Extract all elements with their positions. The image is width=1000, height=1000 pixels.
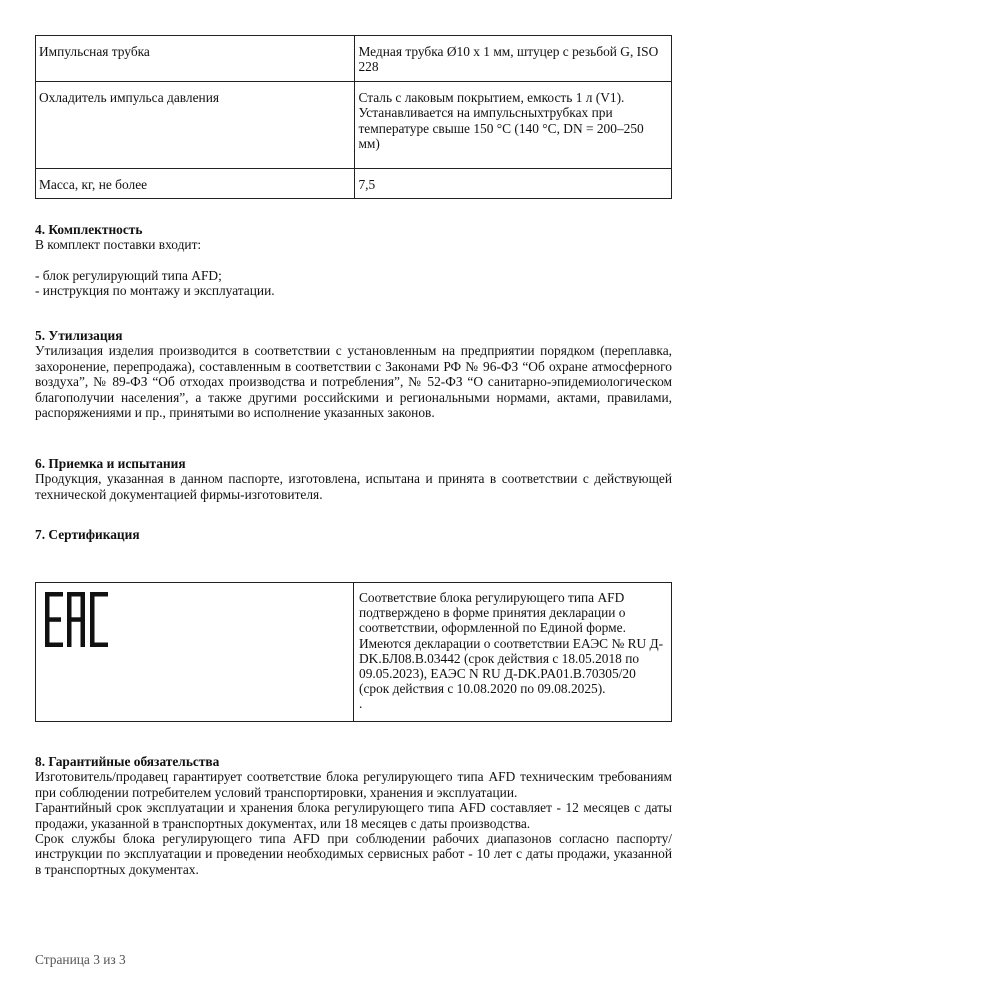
page-number: Страница 3 из 3 (35, 952, 126, 967)
spec-param-cell: Масса, кг, не более (36, 169, 355, 199)
table-row (36, 169, 672, 199)
warranty-paragraph: Гарантийный срок эксплуатации и хранения блока регулирующего типа AFD составляет - 12 месяцев с даты продажи, указанной в транспортных документах, или 18 месяцев с даты производства. (35, 800, 672, 831)
section-certification (35, 527, 672, 542)
certification-table (35, 582, 672, 722)
certification-text-cell (354, 583, 672, 722)
warranty-paragraph: Срок службы блока регулирующего типа AFD при соблюдении рабочих диапазонов согласно паспорту/инструкции по эксплуатации и проведении необходимых сервисных работ - 10 лет с даты продажи, указанной в транспортных документах. (35, 831, 672, 877)
spec-value-cell: Медная трубка Ø10 х 1 мм, штуцер с резьбой G, ISO 228 (355, 36, 672, 82)
section-heading: 7. Сертификация (35, 527, 140, 542)
spec-value-cell: 7,5 (355, 169, 672, 199)
logo-cell (36, 583, 354, 722)
section-intro: В комплект поставки входит: (35, 237, 202, 253)
spec-param-cell: Импульсная трубка (36, 36, 355, 82)
section-text: Утилизация изделия производится в соответствии с установленным на предприятии порядком (переплавка, захоронение, перепродажа), составленным в соответствии с Законами РФ № 96-ФЗ “Об охране атмосферного воздуха”, № 89-ФЗ “Об отходах производства и потребления”, № 52-ФЗ “О санитарно-эпидемиологическом благополучии населения”, а также другими российскими и региональными нормами, актами, правилами, распоряжениями и пр., принятыми во исполнение указанных законов. (35, 343, 672, 421)
section-disposal (35, 328, 672, 420)
table-row (36, 36, 672, 82)
eac-logo-icon (45, 592, 109, 648)
certification-text: Соответствие блока регулирующего типа AFD подтверждено в форме принятия декларации о соответствии, оформленной по Единой форме. Имеются декларации о соответствии ЕАЭС № RU Д-DK.БЛ08.В.03442 (срок действия с 18.05.2018 по 09.05.2023), ЕАЭС N RU Д-DK.PA01.B.70305/20 (срок действия с 10.08.2020 по 09.08.2025). (359, 590, 664, 697)
section-text: Продукция, указанная в данном паспорте, изготовлена, испытана и принята в соответствии с действующей технической документацией фирмы-изготовителя. (35, 471, 672, 502)
table-row (36, 82, 672, 169)
spec-param-cell: Охладитель импульса давления (36, 82, 355, 169)
warranty-paragraph: Изготовитель/продавец гарантирует соответствие блока регулирующего типа AFD техническим требованиям при соблюдении потребителем условий транспортировки, хранения и эксплуатации. (35, 769, 672, 800)
list-item: - блок регулирующий типа AFD; (35, 267, 222, 283)
list-item: - инструкция по монтажу и эксплуатации. (35, 283, 275, 299)
section-heading: 6. Приемка и испытания (35, 456, 186, 471)
certification-dot: . (359, 696, 363, 712)
section-acceptance (35, 456, 672, 502)
spec-table (35, 35, 672, 199)
table-row (36, 583, 672, 722)
section-heading: 8. Гарантийные обязательства (35, 754, 220, 769)
section-warranty (35, 754, 672, 877)
section-heading: 5. Утилизация (35, 328, 123, 343)
section-heading: 4. Комплектность (35, 222, 143, 237)
spec-value-cell: Сталь с лаковым покрытием, емкость 1 л (V1). Устанавливается на импульсныхтрубках при температуре свыше 150 °С (140 °С, DN = 200–250 мм) (355, 82, 672, 169)
section-completeness (35, 222, 672, 299)
